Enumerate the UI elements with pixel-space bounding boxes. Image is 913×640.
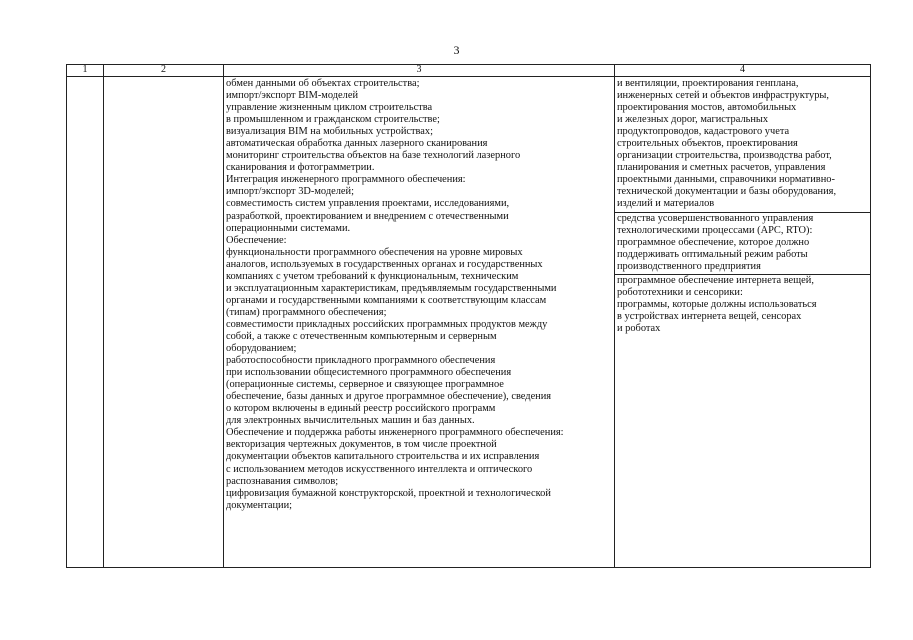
column-header-2: 2 — [104, 65, 224, 77]
text-line: функциональности программного обеспечения на уровне мировых — [226, 246, 523, 258]
text-line: о котором включены в единый реестр российского программ — [226, 403, 496, 415]
col4-section — [615, 275, 870, 336]
text-line: в устройствах интернета вещей, сенсорах — [617, 310, 802, 322]
col4-section — [615, 78, 870, 213]
text-line: цифровизация бумажной конструкторской, проектной и технологической — [226, 487, 551, 499]
text-line: средства усовершенствованного управления — [617, 212, 814, 224]
text-line: Обеспечение и поддержка работы инженерного программного обеспечения: — [226, 427, 564, 439]
text-line: поддерживать оптимальный режим работы — [617, 248, 808, 260]
text-line: программы, которые должны использоваться — [617, 298, 817, 310]
text-line: работоспособности прикладного программного обеспечения — [226, 355, 496, 367]
text-line: векторизация чертежных документов, в том числе проектной — [226, 439, 497, 451]
text-line: производственного предприятия — [617, 260, 761, 272]
table-header-row — [67, 65, 871, 77]
text-line: Интеграция инженерного программного обеспечения: — [226, 174, 466, 186]
text-line: технологическими процессами (APC, RTO): — [617, 224, 813, 236]
text-line: при использовании общесистемного программного обеспечения — [226, 367, 512, 379]
text-line: для электронных вычислительных машин и баз данных. — [226, 415, 475, 427]
text-line: робототехники и сенсорики: — [617, 286, 743, 298]
text-line: собой, а также с отечественным компьютерным и серверным — [226, 330, 497, 342]
text-line: управление жизненным циклом строительства — [226, 102, 433, 114]
text-line: документации объектов капитального строительства и их исправления — [226, 451, 540, 463]
col4-text — [615, 77, 870, 336]
text-line: и эксплуатационным характеристикам, предъявляемым государственными — [226, 282, 557, 294]
text-line: визуализация BIM на мобильных устройствах; — [226, 126, 433, 138]
text-line: импорт/экспорт BIM-моделей — [226, 90, 359, 102]
text-line: мониторинг строительства объектов на базе технологий лазерного — [226, 150, 521, 162]
cell-col-4 — [615, 77, 871, 568]
text-line: оборудованием; — [226, 343, 297, 355]
text-line: совместимость систем управления проектами, исследованиями, — [226, 198, 510, 210]
text-line: импорт/экспорт 3D-моделей; — [226, 186, 354, 198]
text-line: совместимости прикладных российских программных продуктов между — [226, 318, 548, 330]
text-line: обмен данными об объектах строительства; — [226, 78, 420, 89]
text-line: проектными данными, справочники нормативно- — [617, 174, 835, 186]
text-line: распознавания символов; — [226, 475, 339, 487]
text-line: программное обеспечение интернета вещей, — [617, 274, 814, 286]
text-line: документации; — [226, 499, 293, 511]
column-header-4: 4 — [615, 65, 871, 77]
text-line: и вентиляции, проектирования генплана, — [617, 78, 799, 89]
cell-col-1 — [67, 77, 104, 568]
cell-col-2 — [104, 77, 224, 568]
text-line: программное обеспечение, которое должно — [617, 236, 810, 248]
column-header-1: 1 — [67, 65, 104, 77]
text-line: и железных дорог, магистральных — [617, 114, 769, 126]
text-line: обеспечение, базы данных и другое программное обеспечение), сведения — [226, 391, 552, 403]
page-number: 3 — [453, 43, 460, 57]
text-line: органами и государственными компаниями к соответствующим классам — [226, 294, 547, 306]
text-line: (типам) программного обеспечения; — [226, 306, 387, 318]
column-header-3: 3 — [224, 65, 615, 77]
text-line: планирования и сметных расчетов, управления — [617, 162, 826, 174]
text-line: автоматическая обработка данных лазерного сканирования — [226, 138, 488, 150]
text-line: строительных объектов, проектирования — [617, 138, 798, 150]
text-line: технической документации и базы оборудования, — [617, 186, 837, 198]
col3-text — [224, 77, 614, 512]
text-line: (операционные системы, серверное и связующее программное — [226, 379, 504, 391]
col4-section — [615, 213, 870, 275]
text-line: организации строительства, производства работ, — [617, 150, 832, 162]
text-line: сканирования и фотограмметрии. — [226, 162, 375, 174]
text-line: в промышленном и гражданском строительстве; — [226, 114, 440, 126]
text-line: и роботах — [617, 322, 661, 334]
text-line: изделий и материалов — [617, 198, 715, 210]
text-line: Обеспечение: — [226, 234, 287, 246]
document-table — [66, 64, 871, 568]
text-line: операционными системами. — [226, 222, 351, 234]
text-line: с использованием методов искусственного интеллекта и оптического — [226, 463, 533, 475]
text-line: инженерных сетей и объектов инфраструктуры, — [617, 90, 829, 102]
cell-col-3 — [224, 77, 615, 568]
text-line: компаниях с учетом требований к функциональным, техническим — [226, 270, 519, 282]
text-line: аналогов, используемых в государственных органах и государственных — [226, 258, 543, 270]
text-line: продуктопроводов, кадастрового учета — [617, 126, 790, 138]
text-line: разработкой, проектированием и внедрением с отечественными — [226, 210, 509, 222]
text-line: проектирования мостов, автомобильных — [617, 102, 797, 114]
table-row — [67, 77, 871, 568]
